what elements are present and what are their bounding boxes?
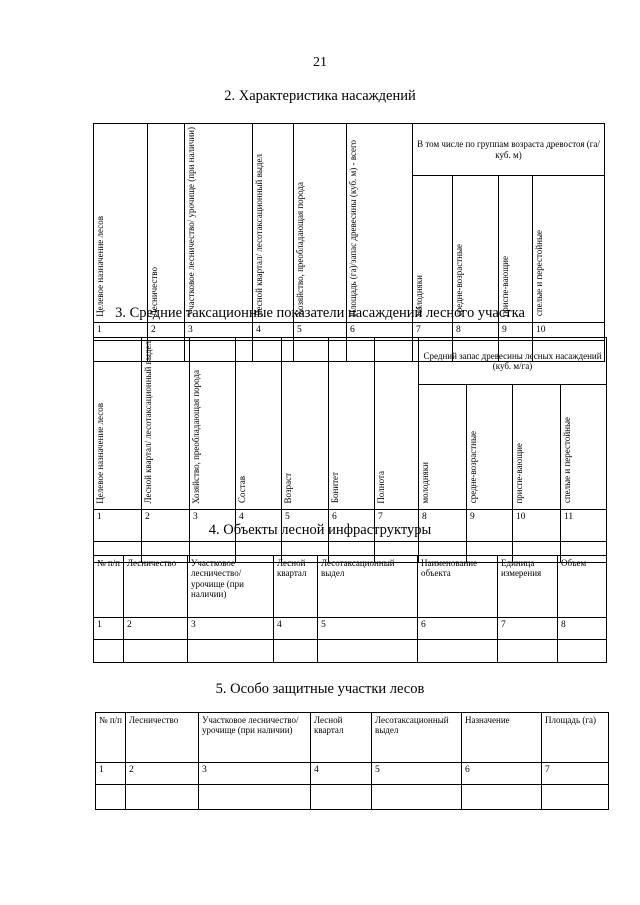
column-number: 3 [185,322,253,340]
header-purpose: Целевое назначение лесов [94,338,142,510]
header-density: Полнота [375,338,419,510]
header-district-forestry: Участковое лесничество/ урочище (при наличии) [185,124,253,323]
page-number: 21 [313,55,327,70]
empty-cell[interactable] [199,785,311,810]
header-age-groups: В том числе по группам возраста древостоя (га/куб. м) [413,124,605,176]
column-number: 7 [413,322,453,340]
header-district-forestry: Участковое лесничество/урочище (при наличии) [199,713,311,763]
header-young: молодняки [413,176,453,322]
header-bonitet: Бонитет [329,338,375,510]
empty-cell[interactable] [418,640,498,663]
header-maturing: приспе-вающие [499,176,533,322]
column-number: 4 [274,618,318,640]
empty-cell[interactable] [318,640,418,663]
table-infrastructure [93,555,607,663]
column-number: 11 [561,509,607,541]
empty-cell[interactable] [498,640,558,663]
header-purpose: Целевое назначение лесов [94,124,148,323]
empty-cell[interactable] [462,785,542,810]
empty-cell[interactable] [558,640,607,663]
section-5-title: 5. Особо защитные участки лесов [215,681,425,697]
column-number: 2 [142,509,190,541]
header-maturing: приспе-вающие [513,385,561,510]
header-quarter: Лесной квартал [311,713,372,763]
column-number: 5 [282,509,329,541]
section-2-title: 2. Характеристика насаждений [224,88,416,104]
column-number: 7 [498,618,558,640]
header-quarter-plot: Лесной квартал/ лесотаксационный выдел [142,338,190,510]
header-row-number: № п/п [94,556,124,618]
header-forestry: Лесничество [126,713,199,763]
column-number: 3 [188,618,274,640]
table-stand-characteristics [93,123,605,362]
column-number: 8 [419,509,467,541]
header-plot: Лесотаксационный выдел [318,556,418,618]
header-forestry: Лесничество [124,556,188,618]
column-number: 7 [375,509,419,541]
header-volume: Объем [558,556,607,618]
column-number: 2 [124,618,188,640]
header-quarter-plot: Лесной квартал/ лесотаксационный выдел [253,124,294,323]
header-purpose: Назначение [462,713,542,763]
header-composition: Состав [236,338,282,510]
column-number: 9 [467,509,513,541]
column-number: 7 [542,763,609,785]
column-number: 3 [199,763,311,785]
empty-cell[interactable] [372,785,462,810]
column-number: 1 [94,618,124,640]
column-number: 8 [558,618,607,640]
header-plot: Лесотаксационный выдел [372,713,462,763]
column-number: 1 [94,509,142,541]
header-young: молодняки [419,385,467,510]
column-number: 4 [253,322,294,340]
empty-cell[interactable] [124,640,188,663]
empty-cell[interactable] [188,640,274,663]
header-district-forestry: Участковое лесничество/ урочище (при наличии) [188,556,274,618]
column-number: 5 [294,322,347,340]
header-area-total: Площадь (га)/запас древесины (куб. м) - всего [347,124,413,323]
header-unit: Единица измерения [498,556,558,618]
column-number: 1 [96,763,126,785]
header-dominant-species: Хозяйство, преобладающая порода [294,124,347,323]
column-number: 10 [533,322,605,340]
column-number: 2 [148,322,185,340]
header-area: Площадь (га) [542,713,609,763]
section-4-title: 4. Объекты лесной инфраструктуры [208,522,432,538]
header-average-stock: Средний запас древесины лесных насаждений (куб. м/га) [419,338,607,385]
table-protected-areas [95,712,609,810]
column-number: 9 [499,322,533,340]
header-mature: спелые и перестойные [533,176,605,322]
column-number: 4 [311,763,372,785]
column-number: 3 [190,509,236,541]
header-dominant-species: Хозяйство, преобладающая порода [190,338,236,510]
empty-cell[interactable] [311,785,372,810]
column-number: 6 [418,618,498,640]
empty-cell[interactable] [274,640,318,663]
column-number: 6 [329,509,375,541]
header-forestry: Лесничество [148,124,185,323]
table-row [94,640,607,663]
header-middle-aged: средне-возрастные [467,385,513,510]
section-3-title: 3. Средние таксационные показатели насаждений лесного участка [115,305,525,321]
header-age: Возраст [282,338,329,510]
table-row [96,785,609,810]
header-object-name: Наименование объекта [418,556,498,618]
header-row-number: № п/п [96,713,126,763]
column-number: 5 [372,763,462,785]
column-number: 2 [126,763,199,785]
column-number: 8 [453,322,499,340]
header-middle-aged: средне-возрастные [453,176,499,322]
column-number: 6 [347,322,413,340]
header-mature: спелые и перестойные [561,385,607,510]
column-number: 4 [236,509,282,541]
column-number: 6 [462,763,542,785]
header-quarter: Лесной квартал [274,556,318,618]
column-number: 1 [94,322,148,340]
empty-cell[interactable] [96,785,126,810]
empty-cell[interactable] [126,785,199,810]
empty-cell[interactable] [94,640,124,663]
empty-cell[interactable] [542,785,609,810]
column-number: 10 [513,509,561,541]
column-number: 5 [318,618,418,640]
